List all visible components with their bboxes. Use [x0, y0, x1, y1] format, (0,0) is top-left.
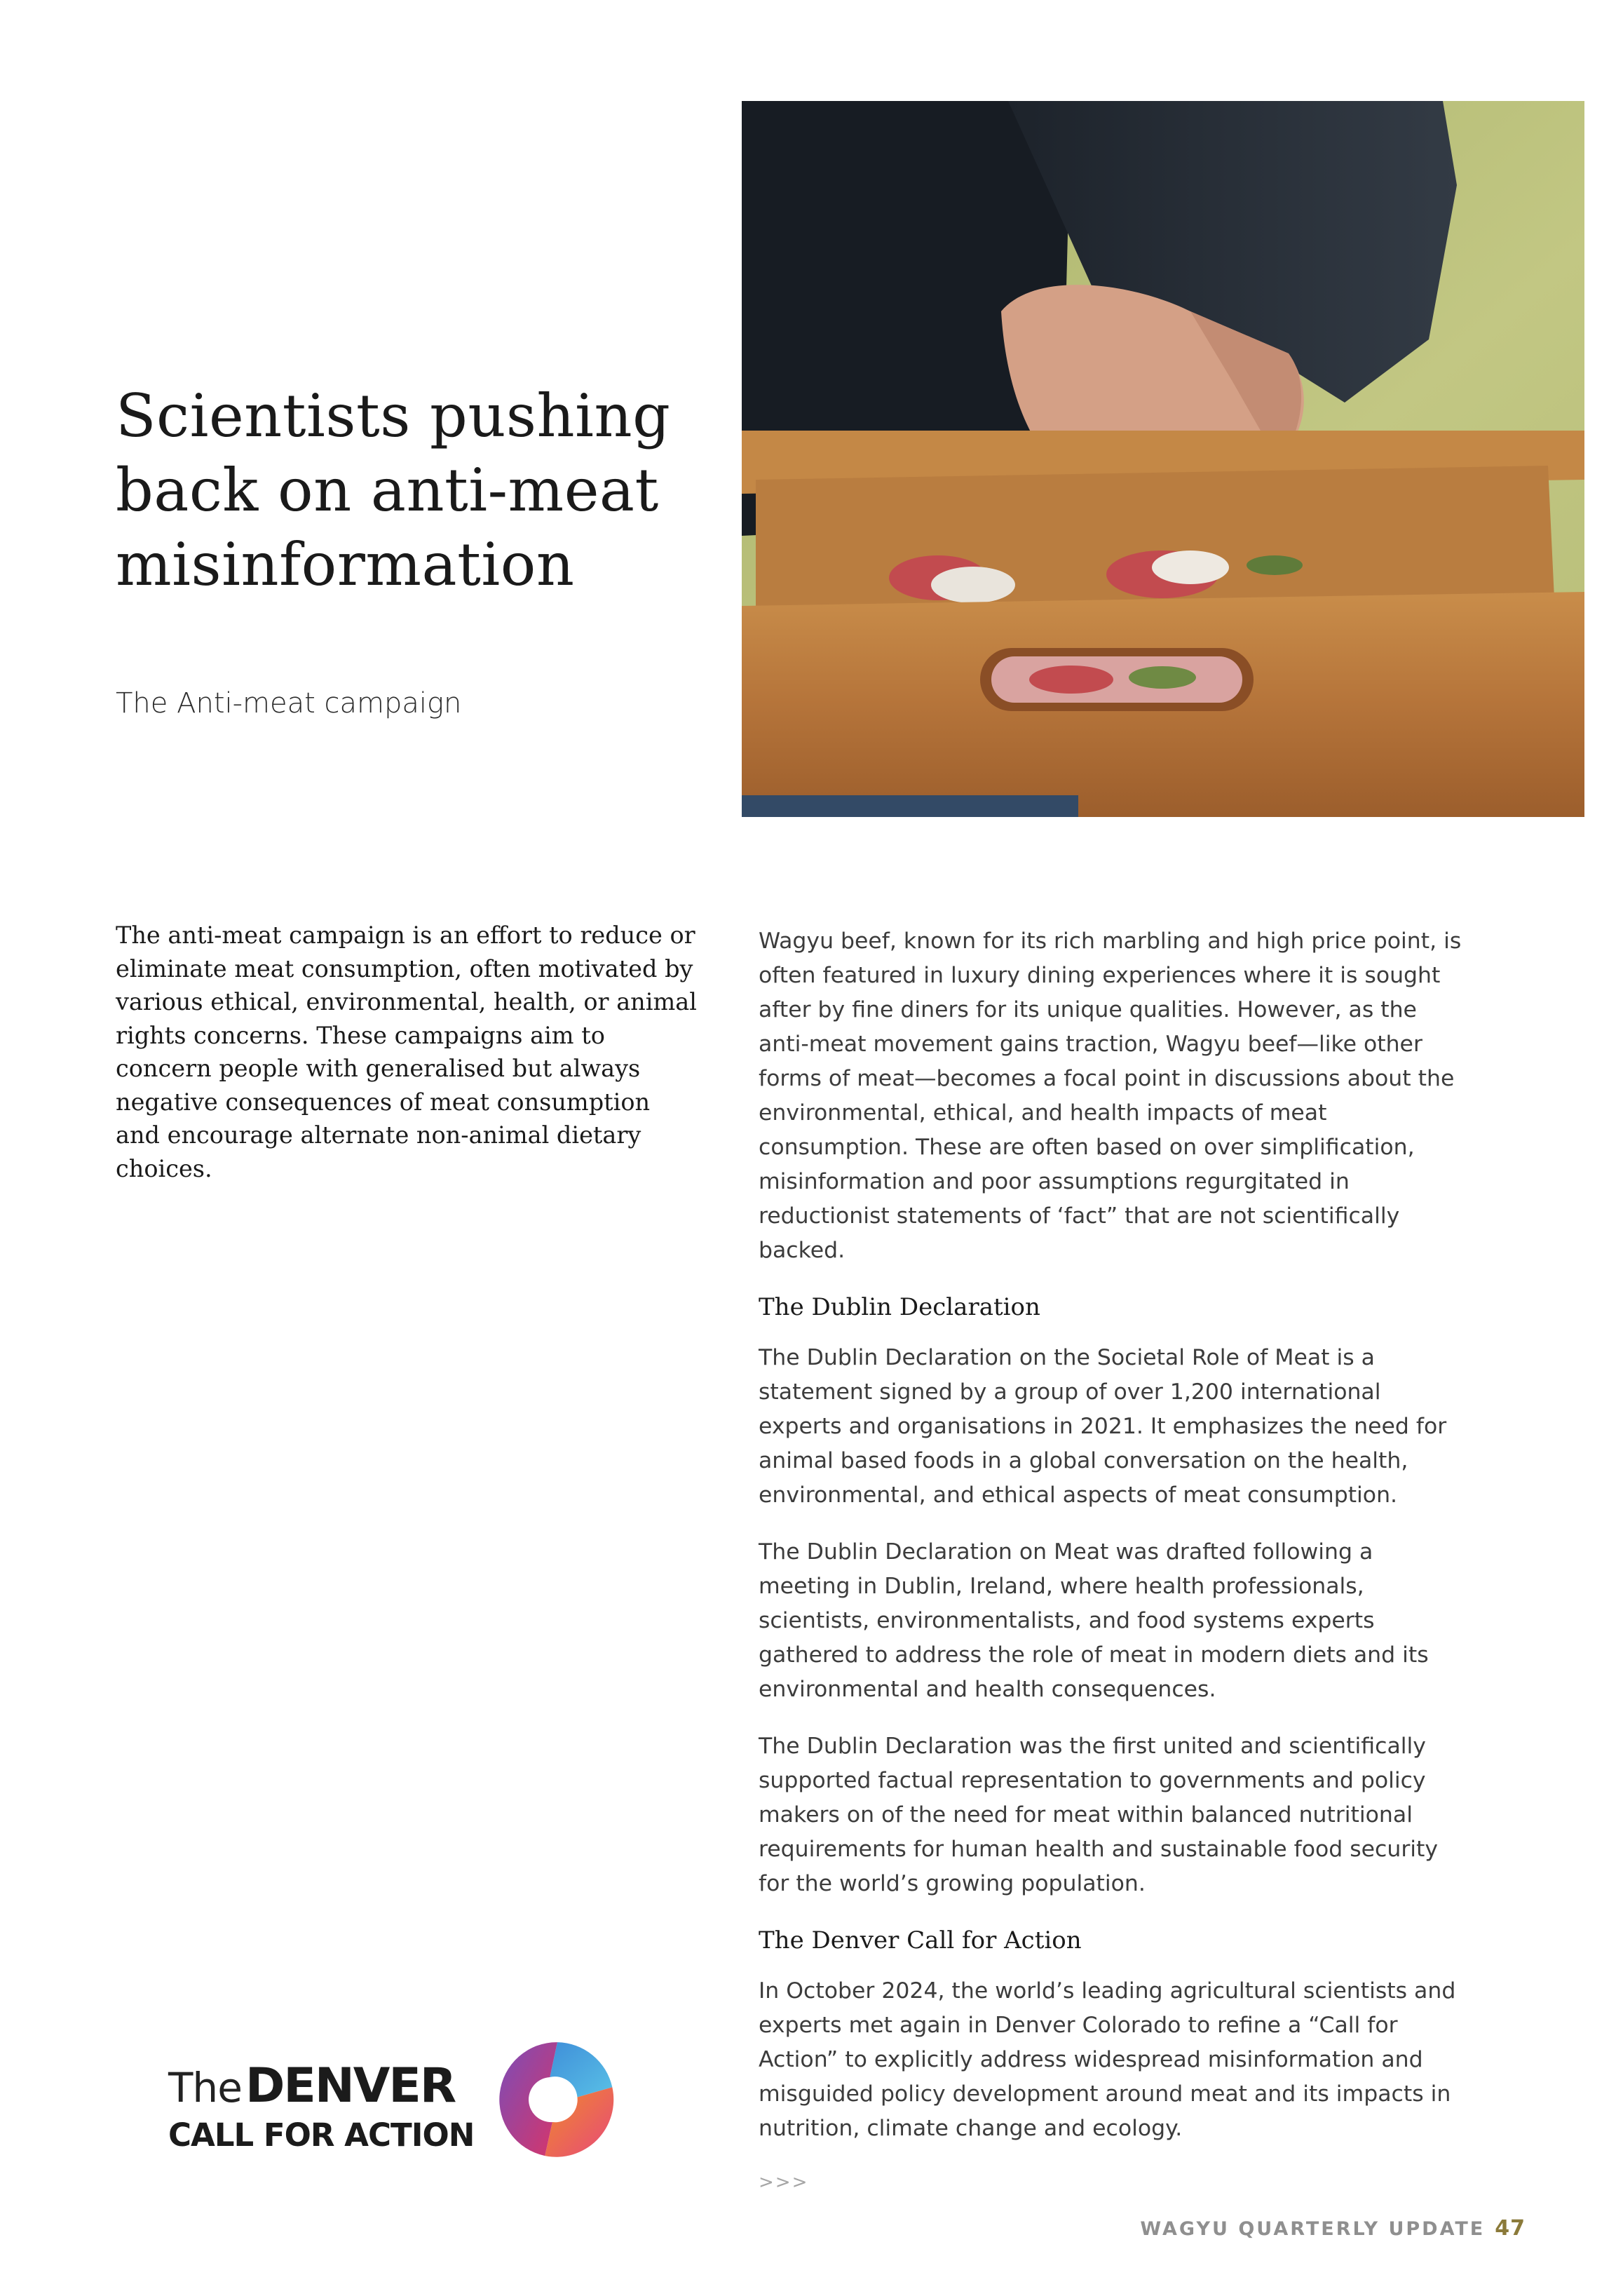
body-paragraph: The Dublin Declaration on the Societal Role of Meat is a statement signed by a group of over 1,200 international experts and organisations in 2021. It emphasizes the need for animal based foods in a global conversation on the health, environmental, and ethical aspects of meat consumption. — [759, 1345, 1447, 1508]
logo-denver: DENVER — [245, 2058, 456, 2114]
article-subheading: The Anti-meat campaign — [116, 687, 462, 720]
page-number: 47 — [1495, 2216, 1526, 2241]
logo-mark-icon — [495, 2037, 620, 2162]
publication-name: WAGYU QUARTERLY UPDATE — [1140, 2218, 1486, 2240]
section-heading-dublin: The Dublin Declaration — [759, 1293, 1040, 1321]
logo-the: The — [168, 2064, 242, 2112]
hero-photo — [742, 101, 1584, 817]
intro-paragraph: The anti-meat campaign is an effort to reduce or eliminate meat consumption, often motivated by various ethical, environmental, health, or animal rights concerns. These campaigns aim to concern people with generalised but always negative consequences of meat consumption and encourage alternate non-animal dietary choices. — [116, 921, 697, 1182]
article-headline: Scientists pushing back on anti-meat misinformation — [116, 381, 671, 599]
section-heading-denver: The Denver Call for Action — [759, 1926, 1082, 1954]
body-paragraph: In October 2024, the world’s leading agricultural scientists and experts met again in Denver Colorado to refine a “Call for Action” to explicitly address widespread misinformation and misguided policy development around meat and its impacts in nutrition, climate change and ecology. — [759, 1978, 1456, 2141]
body-paragraph: The Dublin Declaration on Meat was drafted following a meeting in Dublin, Ireland, where health professionals, scientists, environmentalists, and food systems experts gathered to address the role of meat in modern diets and its environmental and health consequences. — [759, 1539, 1429, 1702]
logo-call-for-action: CALL FOR ACTION — [168, 2116, 475, 2154]
continued-marker: >>> — [759, 2172, 809, 2193]
denver-call-logo — [168, 2037, 631, 2163]
body-paragraph: The Dublin Declaration was the first united and scientifically supported factual representation to governments and policy makers on of the need for meat within balanced nutritional requirements for human health and sustainable food security for the world’s growing population. — [759, 1734, 1439, 1896]
page-footer — [1122, 2216, 1526, 2241]
body-paragraph: Wagyu beef, known for its rich marbling and high price point, is often featured in luxury dining experiences where it is sought after by fine diners for its unique qualities. However, as the anti-meat movement gains traction, Wagyu beef—like other forms of meat—becomes a focal point in discussions about the environmental, ethical, and health impacts of meat consumption. These are often based on over simplification, misinformation and poor assumptions regurgitated in reductionist statements of ‘fact” that are not scientifically backed. — [759, 928, 1462, 1263]
article-body — [759, 924, 1467, 2200]
